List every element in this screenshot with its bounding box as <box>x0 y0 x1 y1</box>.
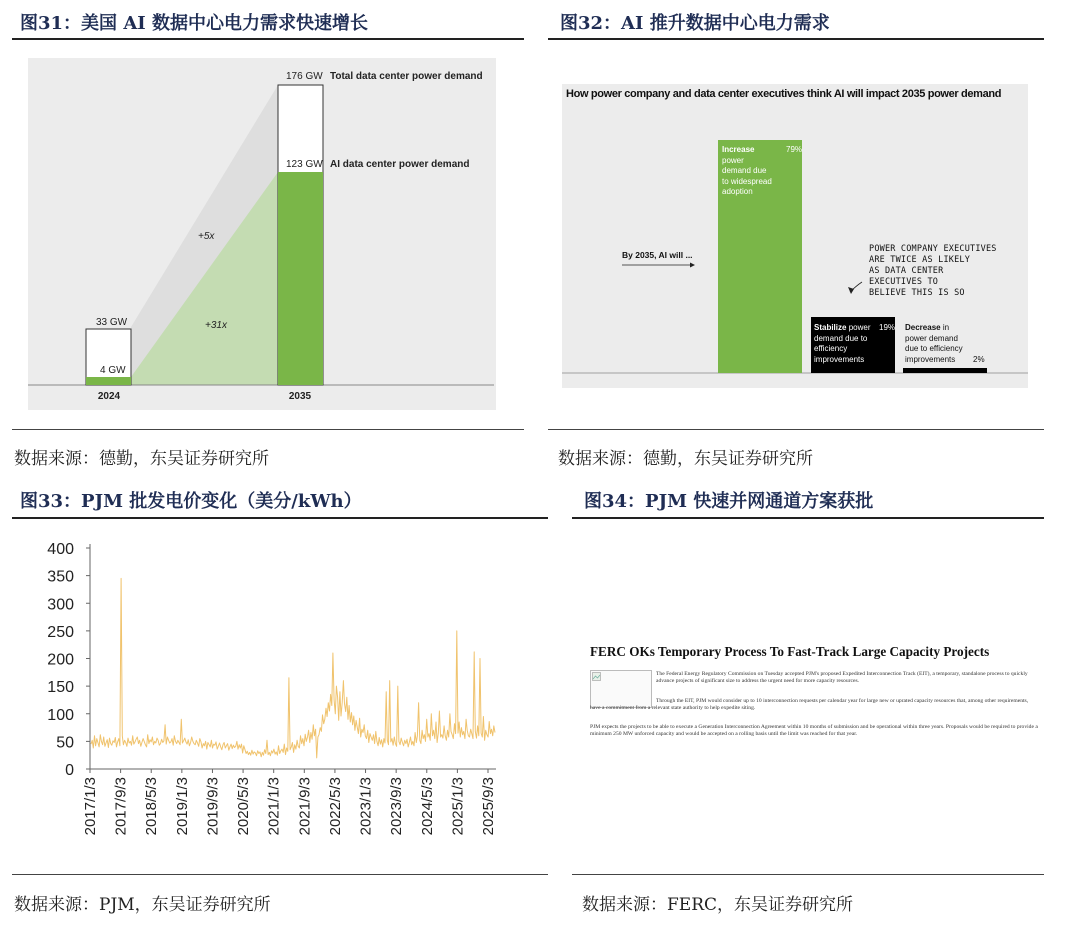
fig33-source: 数据来源：PJM，东吴证券研究所 <box>14 895 271 915</box>
fig31-growth-ai: +31x <box>205 320 227 331</box>
fig32-label-increase: Increase power demand due to widespread adoption <box>722 145 772 196</box>
fig32-value-increase: 79% <box>786 145 803 154</box>
fig31-growth-total: +5x <box>198 231 215 242</box>
fig33-xtick-label: 2023/1/3 <box>357 777 375 836</box>
fig31-title-rule <box>12 38 524 40</box>
fig33-ytick-label: 50 <box>56 734 74 752</box>
fig31-chart-panel <box>28 58 496 410</box>
fig33-ytick-label: 150 <box>47 679 74 697</box>
fig33-xtick-label: 2023/9/3 <box>388 777 406 836</box>
fig34-title: 图34：PJM 快速并网通道方案获批 <box>584 491 874 512</box>
fig33-ytick-label: 300 <box>47 596 74 614</box>
fig33-xtick-label: 2017/1/3 <box>82 777 99 836</box>
fig33-xtick-label: 2021/9/3 <box>296 777 314 836</box>
fig34-paragraph-2: Through the EIT, PJM would consider up to 10 interconnection requests per calendar year for large new or uprated capacity resources that, among other requirements, have a commitment from a relevant state authority to help expedite siting. <box>590 698 1029 711</box>
fig33-ytick-label: 200 <box>47 651 74 669</box>
fig34-paragraph-1: The Federal Energy Regulatory Commission on Tuesday accepted PJM's proposed Expedited Interconnection Track (EIT), a temporary, standalone process to quickly advance projects of significant size to address the urgent need for more capacity resources. <box>656 671 1028 684</box>
fig34-headline: FERC OKs Temporary Process To Fast-Track Large Capacity Projects <box>590 644 990 659</box>
fig31-xtick-2035: 2035 <box>288 391 312 402</box>
fig33-chart <box>20 536 520 866</box>
fig32-chart-title: How power company and data center executives think AI will impact 2035 power demand <box>566 88 1002 100</box>
fig32-label-stabilize: Stabilize power demand due to efficiency improvements <box>814 323 871 364</box>
fig33-xtick-label: 2018/5/3 <box>143 777 161 836</box>
fig34-article <box>580 636 1050 766</box>
fig33-title: 图33：PJM 批发电价变化（美分/kWh） <box>20 491 362 512</box>
fig33-ytick-label: 400 <box>47 541 74 558</box>
fig31-value-total-2035: 176 GW <box>286 71 323 82</box>
fig32-annotation: POWER COMPANY EXECUTIVES ARE TWICE AS LIKELY AS DATA CENTER EXECUTIVES TO BELIEVE THIS IS SO <box>869 244 997 298</box>
fig33-xtick-label: 2021/1/3 <box>265 777 283 836</box>
fig32-value-stabilize: 19% <box>879 323 896 332</box>
fig31-bar-total-2024 <box>86 329 131 385</box>
fig32-bar-decrease <box>903 368 987 373</box>
fig32-source: 数据来源：德勤，东吴证券研究所 <box>558 449 813 469</box>
fig32-value-decrease: 2% <box>973 355 985 364</box>
fig31-value-ai-2024: 4 GW <box>100 365 126 376</box>
fig33-ytick-label: 250 <box>47 623 74 641</box>
fig33-source-rule <box>12 874 548 875</box>
fig33-ytick-label: 100 <box>47 706 74 724</box>
fig34-source: 数据来源：FERC，东吴证券研究所 <box>582 895 854 915</box>
fig32-label-decrease: Decrease in power demand due to efficiency improvements <box>905 323 963 364</box>
fig31-xtick-2024: 2024 <box>97 391 121 402</box>
fig32-chart-panel <box>562 84 1028 388</box>
fig32-title: 图32：AI 推升数据中心电力需求 <box>560 13 830 34</box>
fig33-xtick-label: 2025/1/3 <box>449 777 467 836</box>
fig31-source-rule <box>12 429 524 430</box>
fig33-xtick-label: 2019/9/3 <box>204 777 222 836</box>
fig34-title-rule <box>572 517 1044 519</box>
fig31-bar-ai-2024 <box>86 377 131 385</box>
fig33-title-rule <box>12 517 548 519</box>
fig33-ytick-label: 0 <box>65 762 74 779</box>
fig31-title: 图31：美国 AI 数据中心电力需求快速增长 <box>20 13 368 34</box>
fig33-xtick-label: 2017/9/3 <box>112 777 130 836</box>
fig32-title-rule <box>548 38 1044 40</box>
fig34-paragraph-3: PJM expects the projects to be able to execute a Generation Interconnection Agreement within 10 months of submission and be operational within three years. Proposals would be required to provide a minimum 250 MW unforced capacity and would be accepted on a rolling basis until the limit was reached for that year. <box>590 724 1038 737</box>
fig31-legend-total: Total data center power demand <box>330 71 483 82</box>
fig31-bar-ai-2035 <box>278 172 323 385</box>
fig33-xtick-label: 2025/9/3 <box>480 777 497 836</box>
fig31-chart <box>28 58 496 410</box>
fig31-ai-growth-wedge <box>131 172 278 385</box>
fig33-xtick-label: 2019/1/3 <box>173 777 191 836</box>
fig32-prompt: By 2035, AI will ... <box>622 250 693 260</box>
broken-image-icon <box>592 672 602 682</box>
fig33-ytick-label: 350 <box>47 568 74 586</box>
fig34-source-rule <box>572 874 1044 875</box>
fig31-value-ai-2035: 123 GW <box>286 159 323 170</box>
fig31-value-total-2024: 33 GW <box>96 317 128 328</box>
fig32-source-rule <box>548 429 1044 430</box>
fig33-chart-container <box>20 536 520 866</box>
fig33-xtick-label: 2022/5/3 <box>326 777 344 836</box>
fig33-xtick-label: 2020/5/3 <box>235 777 253 836</box>
fig33-price-line <box>91 578 495 758</box>
fig31-source: 数据来源：德勤，东吴证券研究所 <box>14 449 269 469</box>
fig33-xtick-label: 2024/5/3 <box>418 777 436 836</box>
fig31-legend-ai: AI data center power demand <box>330 159 470 170</box>
